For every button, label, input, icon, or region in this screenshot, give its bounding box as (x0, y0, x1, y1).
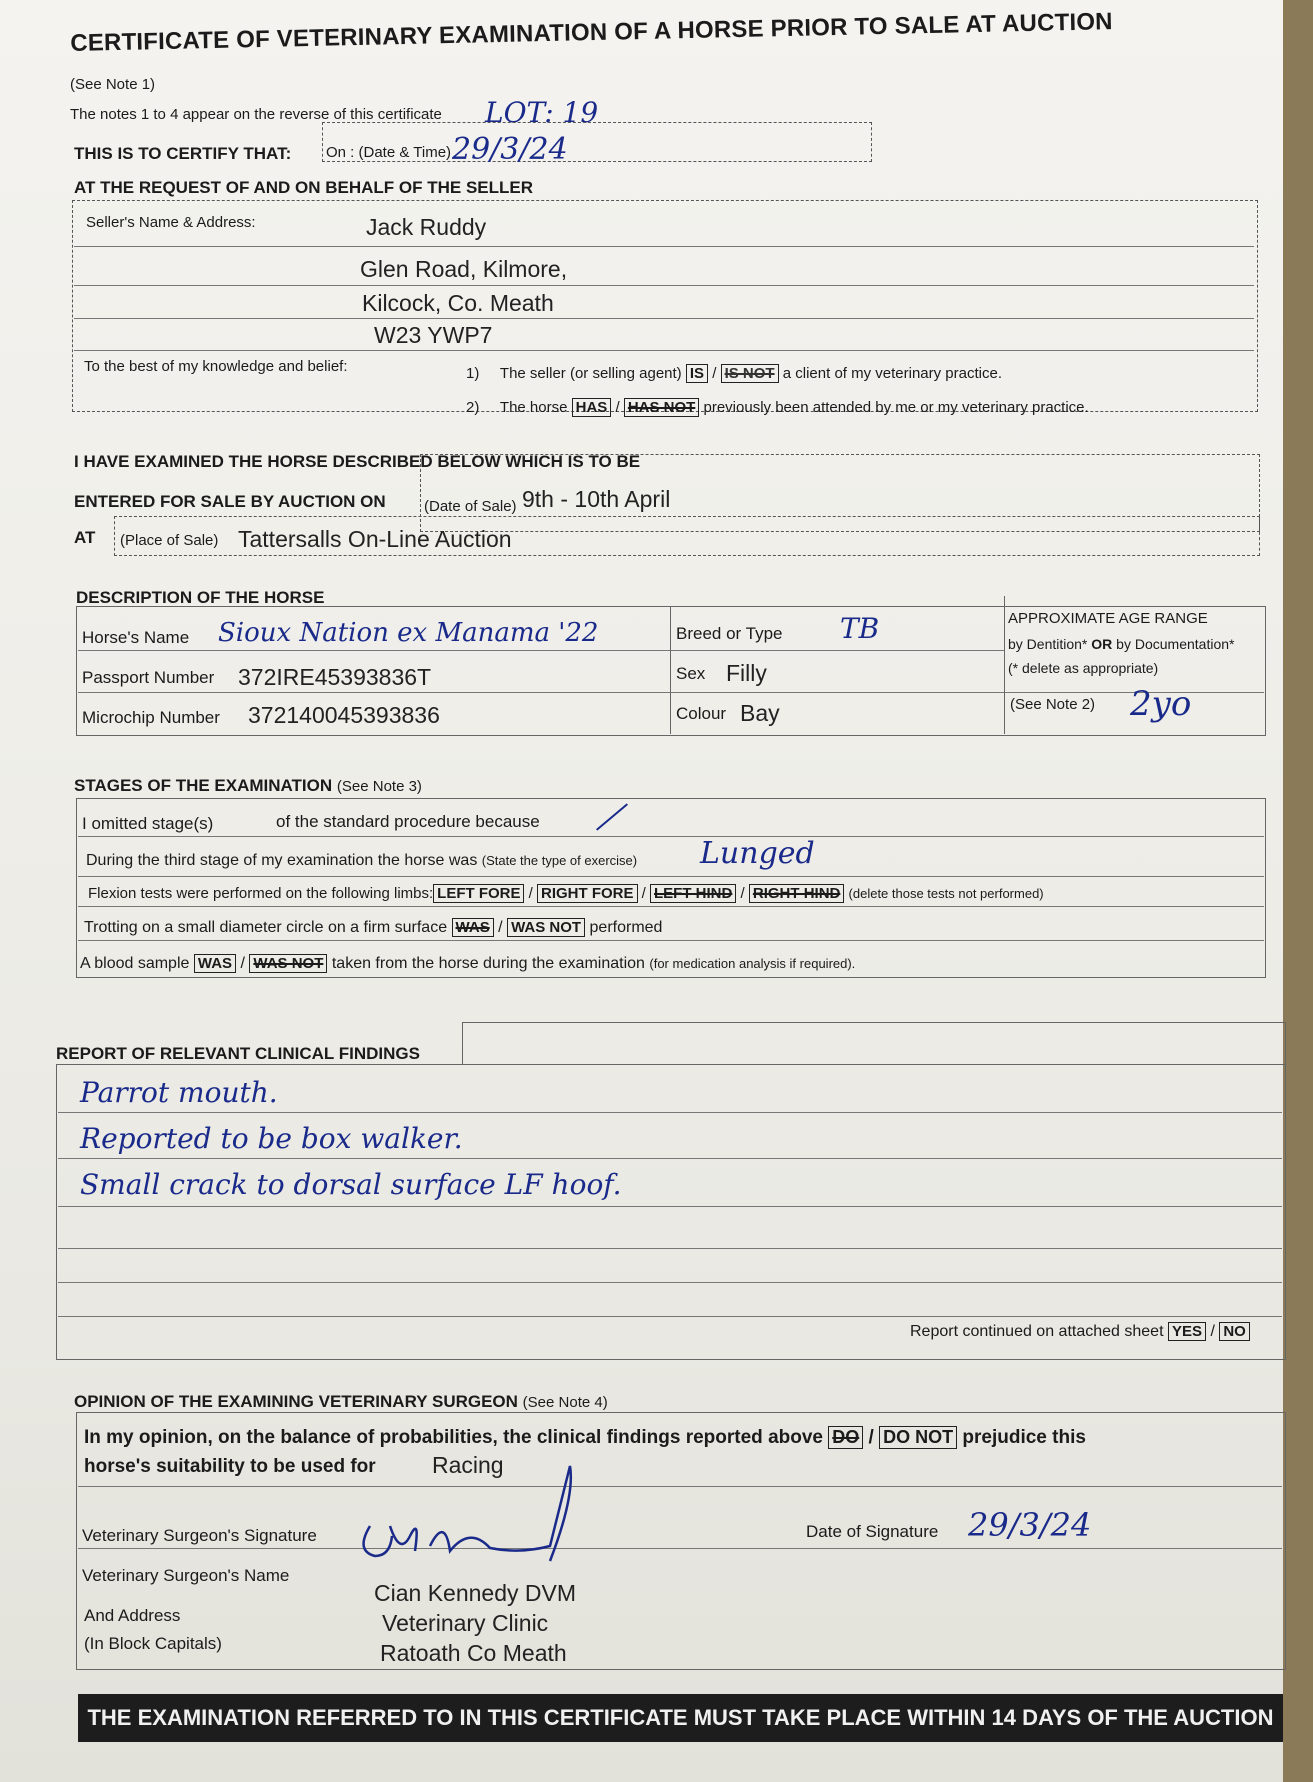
seller-address-line-3: Kilcock, Co. Meath (362, 290, 554, 316)
opinion-text-a: In my opinion, on the balance of probabilities, the clinical findings reported above (84, 1427, 823, 1448)
omitted-label-a: I omitted stage(s) (82, 814, 214, 833)
trotting-sep: / (498, 919, 503, 936)
flexion-left-fore[interactable]: LEFT FORE (433, 884, 524, 903)
seller-name-label: Seller's Name & Address: (86, 214, 256, 231)
passport-value: 372IRE45393836T (238, 664, 432, 690)
age-or: OR (1091, 636, 1113, 652)
sale-date-value: 9th - 10th April (522, 486, 671, 512)
knowledge-label: To the best of my knowledge and belief: (84, 358, 348, 375)
sex-value: Filly (726, 660, 767, 686)
sale-place-value: Tattersalls On-Line Auction (238, 526, 512, 552)
vet-signature (350, 1456, 580, 1566)
stages-heading-line (74, 776, 422, 796)
flexion-left-hind[interactable]: LEFT HIND (650, 884, 736, 903)
horse-attended-statement (466, 398, 1089, 417)
age-note: (* delete as appropriate) (1008, 660, 1159, 676)
sale-date-label: (Date of Sale) (424, 498, 517, 515)
blood-was-not[interactable]: WAS NOT (249, 954, 327, 973)
vet-line-2: Veterinary Clinic (382, 1610, 549, 1636)
age-value: 2yo (1130, 684, 1192, 724)
trotting-label: Trotting on a small diameter circle on a firm surface (84, 919, 448, 936)
stages-heading: STAGES OF THE EXAMINATION (74, 776, 333, 795)
passport-label: Passport Number (82, 668, 215, 687)
seller-address-line-2: Glen Road, Kilmore, (360, 256, 568, 282)
statement-2-pre: The horse (499, 399, 568, 416)
age-heading: APPROXIMATE AGE RANGE (1008, 610, 1208, 627)
flexion-right-fore[interactable]: RIGHT FORE (537, 884, 638, 903)
opinion-text-b: prejudice this (962, 1427, 1086, 1448)
exam-date-label: On : (Date & Time) (326, 144, 452, 161)
statement-1-post: a client of my veterinary practice. (782, 365, 1003, 382)
trotting-line (84, 918, 662, 937)
sex-label: Sex (676, 664, 706, 683)
opinion-heading-line (74, 1392, 608, 1412)
blood-note: (for medication analysis if required). (649, 956, 856, 971)
omitted-label-b: of the standard procedure because (276, 812, 540, 831)
report-continued-label: Report continued on attached sheet (910, 1323, 1164, 1340)
option-is[interactable]: IS (686, 364, 708, 383)
lot-number: LOT: 19 (485, 96, 599, 129)
statement-2-sep: / (615, 399, 620, 416)
option-is-not[interactable]: IS NOT (721, 364, 779, 383)
sale-at: AT (74, 528, 96, 547)
vet-address-label: And Address (84, 1606, 181, 1625)
report-line-1: Parrot mouth. (80, 1076, 278, 1109)
see-note-1: (See Note 1) (70, 76, 156, 93)
trotting-was[interactable]: WAS (452, 918, 494, 937)
third-stage-note: (State the type of exercise) (481, 853, 638, 868)
flexion-sep-1: / (528, 885, 533, 902)
seller-address-line-4: W23 YWP7 (374, 322, 493, 348)
third-stage-label: During the third stage of my examination the horse was (86, 852, 478, 869)
opinion-text-c: horse's suitability to be used for (84, 1456, 376, 1477)
report-continued-yes[interactable]: YES (1168, 1322, 1206, 1341)
report-continued-no[interactable]: NO (1219, 1322, 1250, 1341)
flexion-sep-2: / (641, 885, 646, 902)
sale-heading-1: I HAVE EXAMINED THE HORSE DESCRIBED BELOW WHICH IS TO BE (74, 452, 641, 471)
footer-banner: THE EXAMINATION REFERRED TO IN THIS CERTIFICATE MUST TAKE PLACE WITHIN 14 DAYS OF THE AUCTION (78, 1694, 1283, 1742)
statement-1-sep: / (712, 365, 717, 382)
report-line-2: Reported to be box walker. (80, 1122, 463, 1155)
third-stage-line (86, 852, 637, 870)
seller-client-statement (466, 364, 1002, 383)
colour-label: Colour (676, 704, 727, 723)
vet-line-3: Ratoath Co Meath (380, 1640, 567, 1666)
certificate-title: CERTIFICATE OF VETERINARY EXAMINATION OF A HORSE PRIOR TO SALE AT AUCTION (70, 8, 1113, 57)
blood-label-a: A blood sample (80, 955, 190, 972)
vet-name-label: Veterinary Surgeon's Name (82, 1566, 290, 1585)
signature-label: Veterinary Surgeon's Signature (82, 1526, 317, 1545)
blood-line (80, 954, 855, 973)
notes-text: The notes 1 to 4 appear on the reverse of this certificate (70, 106, 442, 123)
sale-place-label: (Place of Sale) (120, 532, 219, 549)
seller-heading: AT THE REQUEST OF AND ON BEHALF OF THE SELLER (74, 178, 533, 197)
opinion-use-value: Racing (432, 1452, 504, 1478)
breed-label: Breed or Type (676, 624, 783, 643)
horse-name-label: Horse's Name (82, 628, 190, 647)
report-line-3: Small crack to dorsal surface LF hoof. (80, 1168, 622, 1201)
flexion-label: Flexion tests were performed on the following limbs: (88, 885, 434, 902)
trotting-was-not[interactable]: WAS NOT (507, 918, 585, 937)
vet-line-1: Cian Kennedy DVM (374, 1580, 576, 1606)
report-heading-field (462, 1022, 1286, 1065)
exam-date-value: 29/3/24 (452, 132, 568, 167)
blood-was[interactable]: WAS (194, 954, 236, 973)
age-method (1008, 636, 1234, 652)
flexion-line (88, 884, 1044, 903)
horse-name-value: Sioux Nation ex Manama '22 (218, 618, 599, 648)
horse-heading: DESCRIPTION OF THE HORSE (76, 588, 325, 607)
age-see-note: (See Note 2) (1010, 696, 1096, 713)
trotting-performed: performed (589, 919, 663, 936)
opinion-text-line: In my opinion, on the balance of probabilities, the clinical findings reported above DO / DO NOT prejudice this (84, 1427, 1086, 1448)
flexion-right-hind[interactable]: RIGHT HIND (749, 884, 845, 903)
statement-2-number: 2) (466, 399, 480, 416)
opinion-heading: OPINION OF THE EXAMINING VETERINARY SURGEON (74, 1392, 518, 1411)
blood-sep: / (240, 955, 245, 972)
age-dentition: by Dentition* (1008, 636, 1088, 652)
microchip-label: Microchip Number (82, 708, 220, 727)
stages-heading-note: (See Note 3) (336, 778, 422, 795)
flexion-note: (delete those tests not performed) (848, 886, 1044, 901)
report-continued-line: Report continued on attached sheet YES / NO (910, 1322, 1250, 1341)
microchip-value: 372140045393836 (248, 702, 440, 728)
opinion-do[interactable]: DO (828, 1426, 863, 1449)
report-heading: REPORT OF RELEVANT CLINICAL FINDINGS (56, 1044, 420, 1063)
opinion-do-not[interactable]: DO NOT (879, 1426, 957, 1449)
option-has[interactable]: HAS (572, 398, 612, 417)
flexion-sep-3: / (740, 885, 745, 902)
certify-label: THIS IS TO CERTIFY THAT: (74, 144, 292, 163)
breed-value: TB (840, 612, 880, 645)
option-has-not[interactable]: HAS NOT (624, 398, 700, 417)
table-edge (1283, 0, 1313, 1782)
age-documentation: by Documentation* (1116, 636, 1235, 652)
blood-label-b: taken from the horse during the examination (331, 955, 645, 972)
statement-1-number: 1) (466, 365, 480, 382)
sale-heading-2: ENTERED FOR SALE BY AUCTION ON (74, 492, 386, 511)
date-signature-value: 29/3/24 (968, 1506, 1092, 1544)
seller-address-line-1: Jack Ruddy (366, 214, 487, 240)
date-signature-label: Date of Signature (806, 1522, 939, 1541)
statement-2-post: previously been attended by me or my veterinary practice. (703, 399, 1089, 416)
vet-block-label: (In Block Capitals) (84, 1634, 222, 1653)
opinion-heading-note: (See Note 4) (522, 1394, 608, 1411)
statement-1-pre: The seller (or selling agent) (499, 365, 682, 382)
colour-value: Bay (740, 700, 780, 726)
third-stage-value: Lunged (700, 836, 815, 871)
